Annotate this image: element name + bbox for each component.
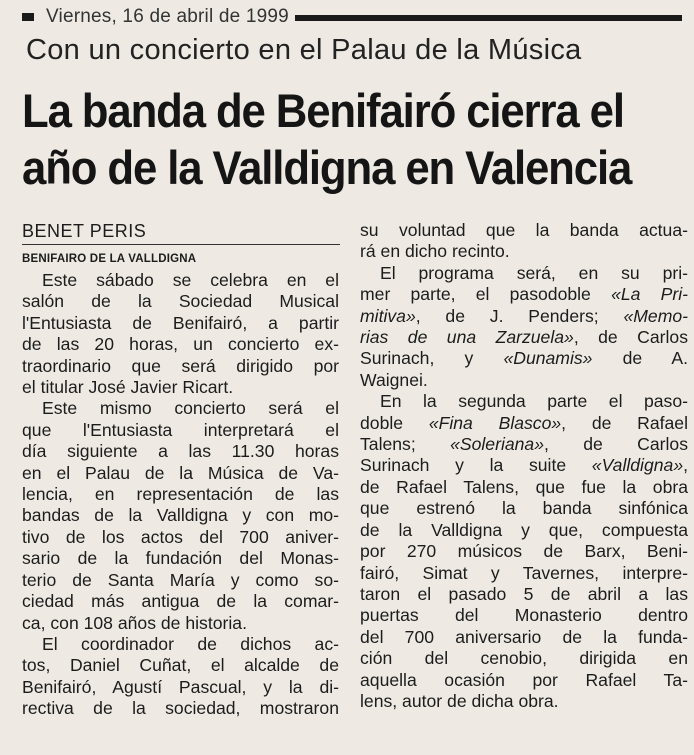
text-line: lens, autor de dicha obra. — [360, 690, 559, 711]
text-line: rá en dicho recinto. — [360, 241, 510, 262]
text-line: sario de la fundación del Monas- — [22, 548, 339, 569]
text-line: aquella ocasión por Rafael Ta- — [360, 669, 688, 690]
text-line: Surinach y la suite «Valldigna», — [360, 455, 688, 476]
headline-line: La banda de Benifairó cierra el — [22, 84, 624, 137]
text-line: traordinario que será dirigido por — [22, 355, 339, 376]
text-line: puertas del Monasterio dentro — [360, 605, 688, 626]
text-line: su voluntad que la banda actua- — [360, 220, 688, 240]
text-line: de las 20 horas, un concierto ex- — [22, 334, 339, 355]
text-line: mitiva», de J. Penders; «Memo- — [360, 305, 688, 326]
text-line: de Rafael Talens, que fue la obra — [360, 476, 688, 497]
kicker: Con un concierto en el Palau de la Música — [26, 34, 582, 66]
column-1-body — [22, 270, 339, 720]
text-line: ciedad más antigua de la comar- — [22, 591, 339, 612]
text-line: Este sábado se celebra en el — [42, 270, 339, 290]
text-line: que estrenó la banda sinfónica — [360, 498, 688, 519]
text-line: que l'Entusiasta interpretará el — [22, 419, 339, 440]
text-line: ca, con 108 años de historia. — [22, 612, 247, 633]
text-line: mer parte, el pasodoble «La Pri- — [360, 284, 688, 305]
headline — [22, 82, 636, 196]
dateline — [22, 4, 682, 30]
publication-date: Viernes, 16 de abril de 1999 — [46, 6, 289, 27]
text-line: El programa será, en su pri- — [380, 262, 688, 283]
text-line: El coordinador de dichos ac- — [42, 633, 339, 654]
text-line: día siguiente a las 11.30 horas — [22, 441, 339, 462]
text-line: tivo de los actos del 700 aniver- — [22, 526, 339, 547]
bullet-square-icon — [22, 13, 34, 21]
text-line: ción del cenobio, dirigida en — [360, 648, 688, 669]
text-line: de la Valldigna y que, compuesta — [360, 519, 688, 540]
text-line: tos, Daniel Cuñat, el alcalde de — [22, 655, 339, 676]
headline-line: año de la Valldigna en Valencia — [22, 141, 632, 194]
text-line: rectiva de la sociedad, mostraron — [22, 698, 339, 719]
text-line: el titular José Javier Ricart. — [22, 377, 234, 398]
text-line: terio de Santa María y como so- — [22, 569, 339, 590]
text-line: rias de una Zarzuela», de Carlos — [360, 327, 688, 348]
dateline-place: BENIFAIRO DE LA VALLDIGNA — [22, 253, 197, 265]
text-line: fairó, Simat y Tavernes, interpre- — [360, 562, 688, 583]
text-line: l'Entusiasta de Benifairó, a partir — [22, 312, 339, 333]
text-line: lencia, en representación de las — [22, 484, 339, 505]
text-line: por 270 músicos de Barx, Beni- — [360, 541, 688, 562]
text-line: bandas de la Valldigna y con mo- — [22, 505, 339, 526]
byline-rule — [22, 244, 340, 245]
byline: BENET PERIS — [22, 221, 147, 241]
text-line: En la segunda parte el paso- — [380, 391, 688, 412]
text-line: Este mismo concierto será el — [42, 398, 339, 419]
text-line: taron el pasado 5 de abril a las — [360, 583, 688, 604]
article-column-2 — [360, 220, 688, 712]
header-rule — [295, 15, 682, 21]
text-line: Waignei. — [360, 369, 428, 390]
column-2-body — [360, 220, 688, 712]
text-line: doble «Fina Blasco», de Rafael — [360, 412, 688, 433]
text-line: Surinach, y «Dunamis» de A. — [360, 348, 688, 369]
text-line: Talens; «Soleriana», de Carlos — [360, 434, 688, 455]
text-line: en el Palau de la Música de Va- — [22, 462, 339, 483]
text-line: salón de la Sociedad Musical — [22, 291, 339, 312]
text-line: Benifairó, Agustí Pascual, y la di- — [22, 676, 339, 697]
article-column-1 — [22, 220, 339, 720]
text-line: del 700 aniversario de la funda- — [360, 626, 688, 647]
